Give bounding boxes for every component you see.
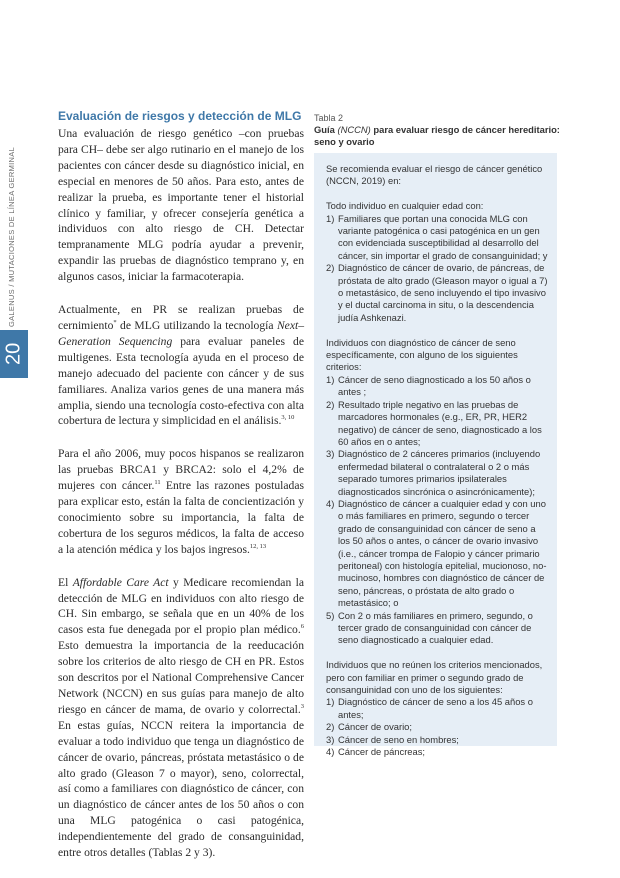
criteria-group-2: [326, 374, 549, 647]
criteria-group-1: [326, 213, 549, 325]
list-item: 1) Familiares que portan una conocida MLG con variante patogénica o casi patogénica en un gen con evidenciada susceptibilidad al desarrollo del cáncer, sin importar el grado de consanguinidad; y: [326, 212, 548, 261]
list-item: 2) Cáncer de ovario;: [326, 721, 412, 733]
body-column: [58, 108, 304, 878]
table-title: Guía (NCCN) para evaluar riesgo de cáncer hereditario: seno y ovario: [314, 124, 560, 147]
paragraph-3: Para el año 2006, muy pocos hispanos se realizaron las pruebas BRCA1 y BRCA2: solo el 4,2% de mujeres con cáncer.$^{11}$ Entre las razones postuladas para explicar esto, están la falta de concientización y conocimiento sobre su importancia, la falta de cobertura de los seguros médicos, la falta de acceso a la atención médica y los bajos ingresos.$^{12, 13}$: [58, 447, 304, 556]
table-caption: [314, 113, 564, 147]
table-label: Tabla 2: [314, 113, 344, 123]
table-intro: Se recomienda evaluar el riesgo de cáncer genético (NCCN, 2019) en:: [326, 163, 543, 187]
criteria-group-2-heading: Individuos con diagnóstico de cáncer de seno específicamente, con alguno de los siguientes criterios:: [326, 336, 518, 373]
side-margin: [0, 0, 28, 802]
running-head: GALENUS / MUTACIONES DE LÍNEA GERMINAL: [7, 146, 16, 327]
page-number: 20: [2, 342, 25, 366]
list-item: 1) Cáncer de seno diagnosticado a los 50 años o antes ;: [326, 373, 531, 398]
table-box: [314, 153, 557, 758]
paragraph-1: Una evaluación de riesgo genético –con pruebas para CH– debe ser algo rutinario en el manejo de los pacientes con cáncer desde su diagnóstico inicial, en especial en menores de 50 años. Para esto, antes de realizar la prueba, es importante tener el historial clínico y familiar, y ofrecer consejería genética a individuos con alto riesgo de CH. Detectar tempranamente MLG podría ayudar a prevenir, expandir las pruebas de diagnóstico temprano y, en algunos casos, iniciar la farmacoterapia.: [58, 127, 304, 284]
criteria-group-1-heading: Todo individuo en cualquier edad con:: [326, 200, 484, 212]
list-item: 4) Diagnóstico de cáncer a cualquier edad y con uno o más familiares en primero, segundo o tercer grado de consanguinidad con cáncer de seno a los 50 años o antes, o cáncer de ovario invasivo (i.e., cáncer trompa de Falopio y cáncer primario peritoneal) con histología epitelial, mucionoso, no-mucinoso, hombres con diagnóstico de cáncer de seno, páncreas, o próstata de alto grado o metastásico; o: [326, 497, 547, 609]
list-item: 2) Resultado triple negativo en las pruebas de marcadores hormonales (e.g., ER, PR, HER2 negativo) de cáncer de seno, diagnosticado a los 60 años en o antes;: [326, 398, 542, 447]
list-item: 1) Diagnóstico de cáncer de seno a los 45 años o antes;: [326, 696, 533, 720]
list-item: 2) Diagnóstico de cáncer de ovario, de páncreas, de próstata de alto grado (Gleason mayor o igual a 7) o metastásico, de seno incluyendo el tipo invasivo y el ductal carcinoma in situ, o la descendencia judía Ashkenazi.: [326, 262, 548, 323]
paragraph-4: El Affordable Care Act y Medicare recomiendan la detección de MLG en individuos con alto riesgo de CH. Sin embargo, se señala que en un 40% de los casos esta fue denegada por el propio plan médico.$^6$ Esto demuestra la importancia de la reeducación sobre los criterios de alto riesgo de CH en PR. Estos son descritos por el National Comprehensive Cancer Network (NCCN) en sus guías para manejo de alto riesgo en cáncer de mama, de ovario y colorrectal.$^3$ En estas guías, NCCN reitera la importancia de evaluar a todo individuo que tenga un diagnóstico de cáncer de ovario, páncreas, próstata metastásico o de alto grado (Gleason 7 o mayor), seno, colorrectal, así como a familiares con diagnóstico de cáncer, con un diagnóstico de cáncer antes de los 50 años o con una MLG patogénica o casi patogénica, independientemente del grado de consanguinidad, entre otros detalles (Tablas 2 y 3).: [58, 575, 304, 860]
list-item: 3) Cáncer de seno en hombres;: [326, 733, 459, 745]
list-item: 4) Cáncer de páncreas;: [326, 746, 426, 758]
section-heading: Evaluación de riesgos y detección de MLG: [58, 109, 302, 123]
list-item: 5) Con 2 o más familiares en primero, segundo, o tercer grado de consanguinidad con cáncer de seno diagnosticado a cualquier edad.: [326, 609, 533, 646]
criteria-group-3: [326, 696, 549, 758]
paragraph-2: Actualmente, en PR se realizan pruebas de cernimiento* de MLG utilizando la tecnología Next–Generation Sequencing para evaluar paneles de multigenes. Esta tecnología ayuda en el proceso de manejo adecuado del paciente con cáncer y de sus familiares. Analiza varios genes de una manera más amplia, siendo una tecnología costo-efectiva con alta cobertura de lectura y simplicidad en el análisis.$^{3, 10}$: [58, 303, 304, 428]
criteria-group-3-heading: Individuos que no reúnen los criterios mencionados, pero con familiar en primer o segundo grado de consanguinidad con uno de los siguientes:: [326, 659, 543, 696]
list-item: 3) Diagnóstico de 2 cánceres primarios (incluyendo enfermedad bilateral o contralateral o 2 o más separado tumores primarios ipsilaterales diagnosticados sincrónica o asincrónicamente);: [326, 448, 541, 497]
